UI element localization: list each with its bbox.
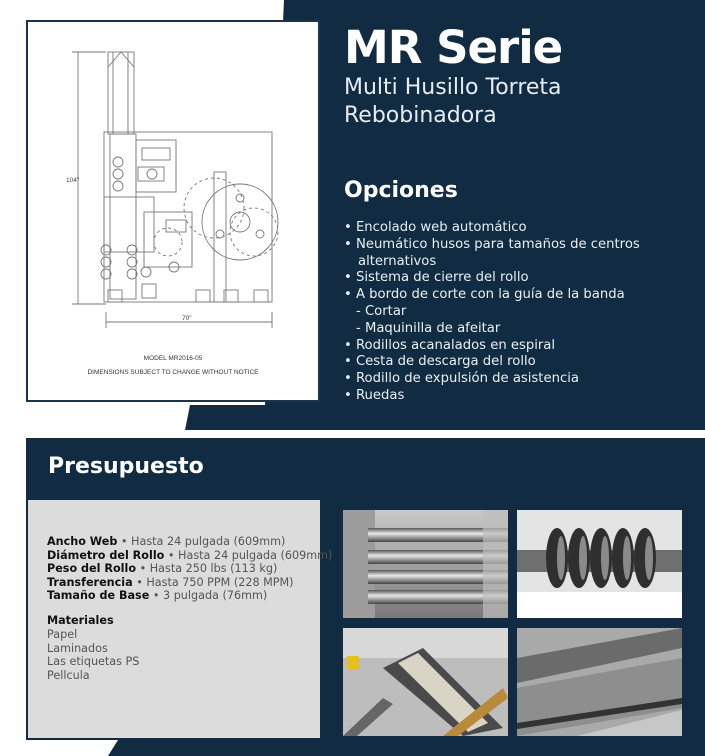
list-item: - Maquinilla de afeitar	[356, 320, 501, 336]
spec-value: • Hasta 250 lbs (113 kg)	[136, 562, 278, 575]
subtitle-line-2: Rebobinadora	[344, 103, 497, 128]
page-subtitle	[344, 74, 684, 130]
list-item: • Encolado web automático	[344, 220, 527, 235]
spec-key: Transferencia	[47, 575, 133, 589]
list-item: Laminados	[47, 641, 108, 655]
materiales-list	[47, 628, 139, 682]
spec-value: • Hasta 750 PPM (228 MPM)	[132, 575, 294, 589]
opciones-heading: Opciones	[344, 178, 458, 203]
spec-box	[28, 500, 333, 738]
photo-blade	[517, 628, 682, 736]
list-item: • Cesta de descarga del rollo	[344, 354, 536, 370]
dimensions-notice: DIMENSIONS SUBJECT TO CHANGE WITHOUT NOTICE	[87, 369, 259, 376]
width-dimension: 70"	[182, 315, 192, 322]
subtitle-line-1: Multi Husillo Torreta	[344, 75, 562, 100]
drawing-lines	[28, 22, 318, 400]
spec-key: Ancho Web	[47, 535, 118, 548]
page-title: MR Serie	[344, 21, 563, 74]
photo-spiral-roller	[343, 628, 508, 736]
spec-row	[47, 562, 332, 576]
technical-drawing	[26, 20, 320, 402]
list-item: Las etiquetas PS	[47, 655, 140, 668]
list-item: • Ruedas	[344, 387, 405, 403]
presupuesto-heading: Presupuesto	[48, 454, 204, 479]
spec-row	[47, 549, 332, 563]
list-item: • Rodillos acanalados en espiral	[344, 337, 556, 353]
spec-row	[47, 589, 332, 603]
list-item: - Cortar	[356, 303, 407, 319]
list-item: • Neumático husos para tamaños de centros	[344, 236, 640, 252]
spec-key: Peso del Rollo	[47, 562, 137, 575]
list-item: alternativos	[358, 253, 437, 269]
spec-list	[47, 535, 332, 603]
spec-value: • Hasta 24 pulgada (609mm)	[164, 548, 333, 562]
spec-row	[47, 535, 332, 549]
spec-key: Tamaño de Base	[47, 589, 150, 602]
list-item: • Rodillo de expulsión de asistencia	[344, 371, 579, 387]
list-item: Papel	[47, 628, 78, 641]
opciones-list	[344, 220, 694, 405]
photo-rollers	[343, 510, 508, 618]
height-dimension: 104"	[66, 177, 80, 184]
model-label: MODEL MR2016-05	[143, 355, 203, 362]
photo-grooved-rollers	[517, 510, 682, 618]
spec-value: • Hasta 24 pulgada (609mm)	[117, 535, 286, 548]
spec-key: Diámetro del Rollo	[47, 548, 165, 562]
list-item: Pellcula	[47, 668, 90, 682]
list-item: • Sistema de cierre del rollo	[344, 270, 529, 286]
spec-row	[47, 576, 332, 590]
list-item: • A bordo de corte con la guía de la banda	[344, 287, 625, 303]
materiales-heading: Materiales	[47, 614, 114, 627]
spec-value: • 3 pulgada (76mm)	[149, 589, 268, 602]
